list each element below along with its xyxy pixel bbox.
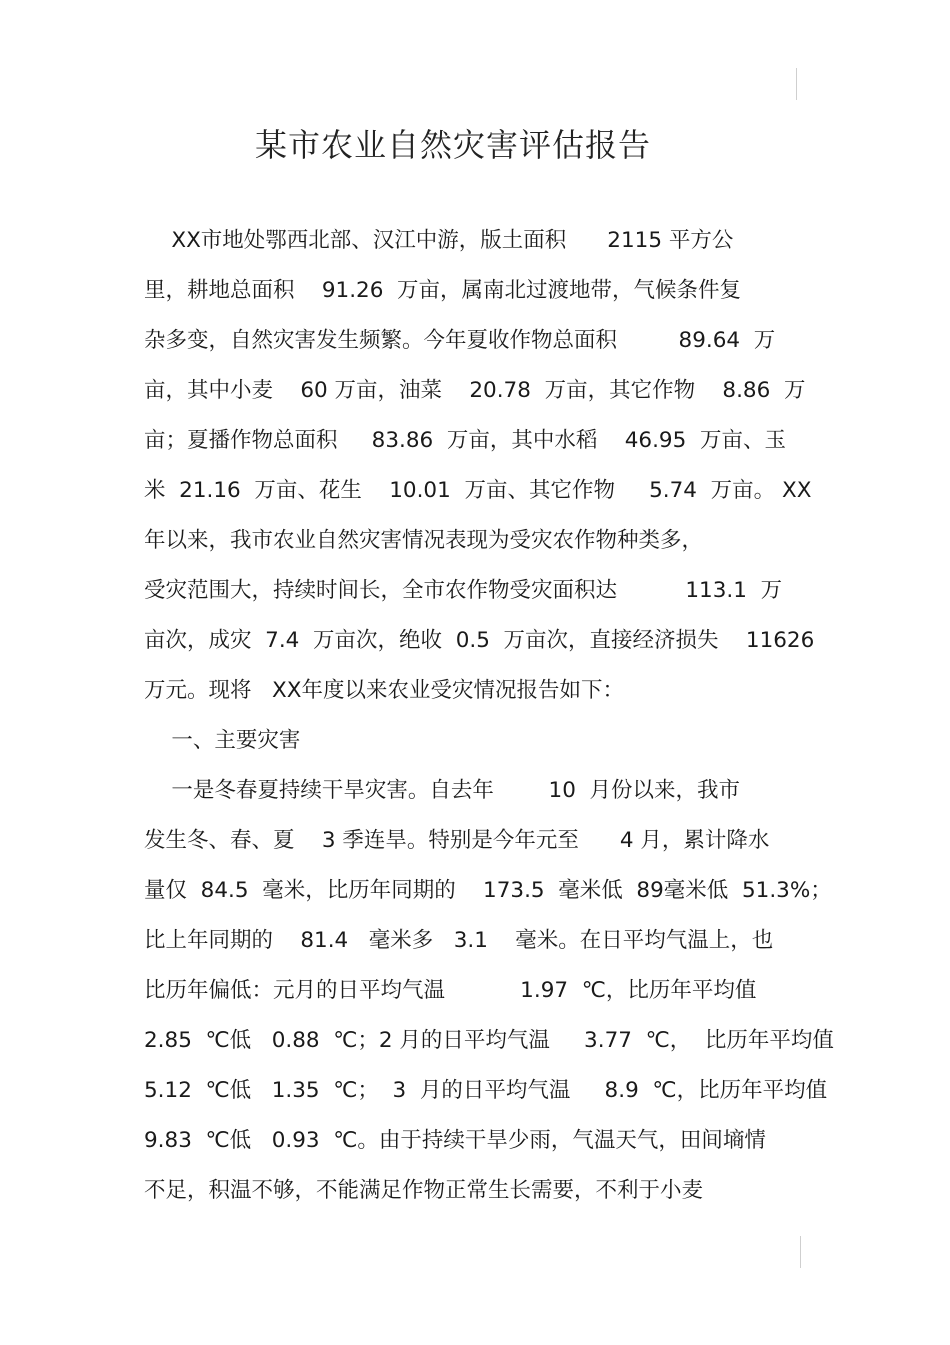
body-line: 受灾范围大，持续时间长，全市农作物受灾面积达 113.1 万 [144, 578, 783, 603]
body-line: 9.83 ℃低 0.93 ℃。由于持续干旱少雨，气温天气，田间墒情 [144, 1128, 766, 1153]
body-line: 亩；夏播作物总面积 83.86 万亩，其中水稻 46.95 万亩、玉 [144, 428, 786, 453]
body-line: 不足，积温不够，不能满足作物正常生长需要，不利于小麦 [144, 1178, 704, 1203]
page-corner-mark-bottom [800, 1236, 801, 1268]
body-line: 2.85 ℃低 0.88 ℃；2 月的日平均气温 3.77 ℃， 比历年平均值 [144, 1028, 834, 1053]
body-line: 发生冬、春、夏 3 季连旱。特别是今年元至 4 月，累计降水 [144, 828, 770, 853]
body-line: 比历年偏低：元月的日平均气温 1.97 ℃，比历年平均值 [144, 978, 757, 1003]
body-line: XX市地处鄂西北部、汉江中游，版土面积 2115 平方公 [144, 228, 734, 253]
body-line: 量仅 84.5 毫米，比历年同期的 173.5 毫米低 89毫米低 51.3%； [144, 878, 832, 903]
document-title: 某市农业自然灾害评估报告 [254, 126, 651, 164]
body-line: 米 21.16 万亩、花生 10.01 万亩、其它作物 5.74 万亩。 XX [144, 478, 812, 503]
body-line: 亩次，成灾 7.4 万亩次，绝收 0.5 万亩次，直接经济损失 11626 [144, 628, 815, 653]
body-line: 杂多变，自然灾害发生频繁。今年夏收作物总面积 89.64 万 [144, 328, 776, 353]
body-line: 比上年同期的 81.4 毫米多 3.1 毫米。在日平均气温上，也 [144, 928, 774, 953]
section-heading: 一、主要灾害 [144, 728, 301, 753]
body-line: 万元。现将 XX年度以来农业受灾情况报告如下： [144, 678, 624, 703]
body-line: 亩，其中小麦 60 万亩，油菜 20.78 万亩，其它作物 8.86 万 [144, 378, 806, 403]
body-line: 一是冬春夏持续干旱灾害。自去年 10 月份以来，我市 [144, 778, 741, 803]
body-line: 5.12 ℃低 1.35 ℃； 3 月的日平均气温 8.9 ℃，比历年平均值 [144, 1078, 828, 1103]
body-line: 里，耕地总面积 91.26 万亩，属南北过渡地带，气候条件复 [144, 278, 742, 303]
page-corner-mark-top [796, 68, 797, 100]
body-line: 年以来，我市农业自然灾害情况表现为受灾农作物种类多， [144, 528, 704, 553]
